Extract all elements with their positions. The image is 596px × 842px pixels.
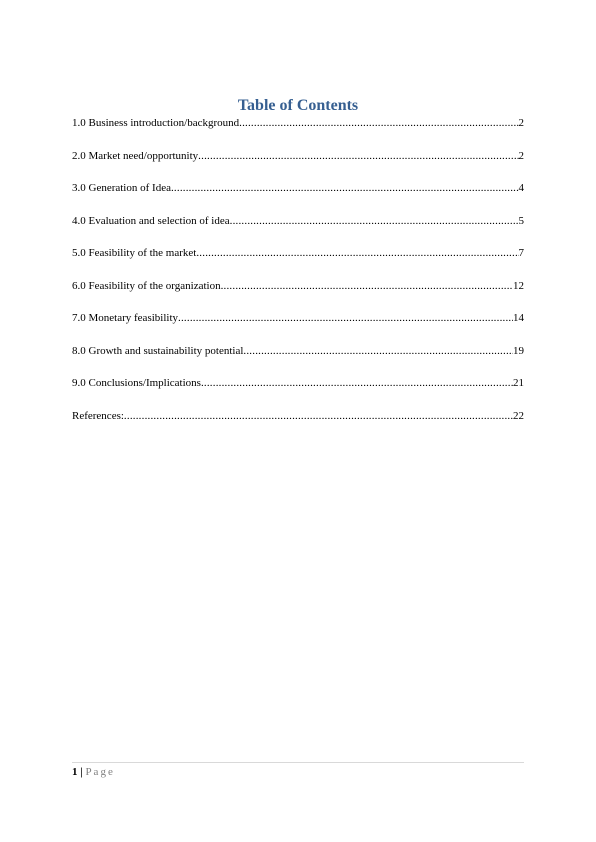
toc-dot-leader	[171, 181, 519, 195]
toc-entry-label: 6.0 Feasibility of the organization	[72, 279, 221, 292]
footer-page-number: 1	[72, 766, 78, 778]
toc-dot-leader	[196, 246, 518, 260]
toc-dot-leader	[178, 311, 513, 325]
toc-entry[interactable]	[72, 149, 524, 182]
toc-entry-label: 7.0 Monetary feasibility	[72, 312, 179, 324]
toc-entry[interactable]	[72, 279, 524, 312]
toc-dot-leader	[243, 344, 513, 358]
toc-dot-leader	[221, 279, 513, 293]
toc-entry[interactable]	[72, 344, 524, 377]
toc-entry-label: 9.0 Conclusions/Implications	[72, 377, 201, 389]
toc-dot-leader	[124, 409, 513, 423]
toc-entry-label: 3.0 Generation of Idea	[72, 182, 171, 194]
toc-entry[interactable]	[72, 376, 524, 409]
toc-entry[interactable]	[72, 409, 524, 442]
toc-entry-page: 19	[513, 344, 524, 357]
toc-entry-page: 2	[518, 117, 524, 129]
toc-entry[interactable]	[72, 116, 524, 149]
toc-entry-page: 12	[513, 279, 524, 292]
toc-entry-label: References:	[72, 409, 124, 422]
toc-dot-leader	[198, 149, 518, 163]
toc-entry-label: 4.0 Evaluation and selection of idea	[72, 214, 230, 227]
toc-dot-leader	[230, 214, 519, 228]
page-footer	[72, 765, 115, 779]
toc-entry-page: 5	[518, 214, 524, 227]
toc-entry-label: 2.0 Market need/opportunity	[72, 149, 199, 162]
toc-entry-page: 22	[513, 409, 524, 422]
toc-dot-leader	[239, 116, 518, 130]
toc-list	[72, 116, 524, 441]
toc-entry-page: 21	[513, 377, 524, 389]
toc-entry[interactable]	[72, 214, 524, 247]
footer-divider	[72, 762, 524, 763]
toc-entry-label: 5.0 Feasibility of the market	[72, 247, 197, 259]
toc-entry[interactable]	[72, 181, 524, 214]
toc-entry-label: 1.0 Business introduction/background	[72, 117, 240, 129]
toc-entry-page: 2	[518, 149, 524, 162]
toc-dot-leader	[201, 376, 513, 390]
toc-entry[interactable]	[72, 246, 524, 279]
toc-entry-label: 8.0 Growth and sustainability potential	[72, 344, 244, 357]
toc-entry[interactable]	[72, 311, 524, 344]
toc-entry-page: 7	[518, 247, 524, 259]
footer-separator: |	[77, 766, 86, 778]
toc-title: Table of Contents	[237, 97, 359, 114]
footer-page-word: Page	[85, 766, 115, 778]
toc-entry-page: 14	[513, 312, 524, 324]
toc-entry-page: 4	[518, 182, 524, 194]
